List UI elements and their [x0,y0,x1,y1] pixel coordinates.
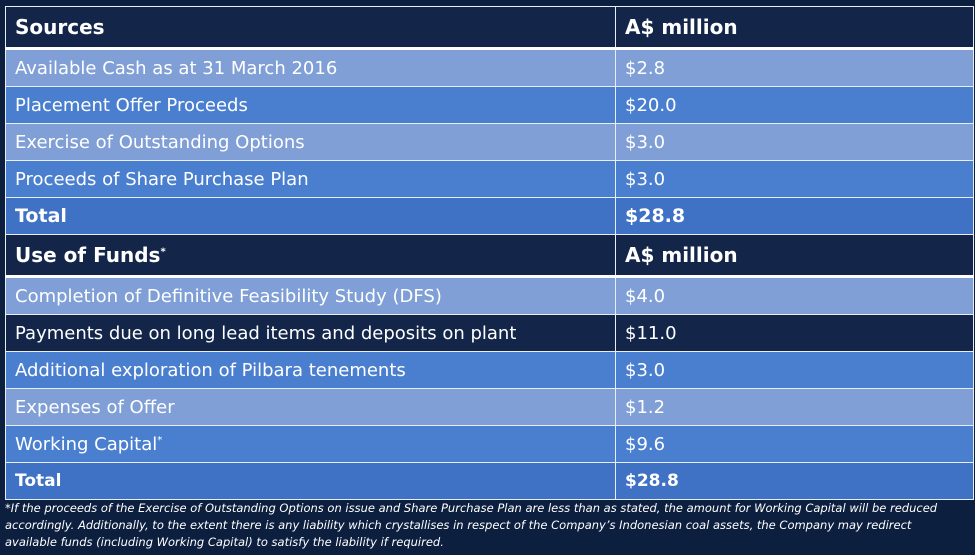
row-label: Available Cash as at 31 March 2016 [6,49,616,87]
footnote-marker: * [157,434,163,446]
row-value: $3.0 [616,352,974,389]
sources-total-row [6,198,974,235]
row-label: Exercise of Outstanding Options [6,124,616,161]
use-of-funds-header-label [6,235,616,277]
table-row [6,277,974,315]
sources-header-row [6,7,974,49]
row-value: $1.2 [616,389,974,426]
row-value: $11.0 [616,315,974,352]
table-row [6,426,974,463]
sources-total-label: Total [6,198,616,235]
row-value: $2.8 [616,49,974,87]
row-label: Expenses of Offer [6,389,616,426]
use-of-funds-total-label: Total [6,463,616,500]
table-row [6,124,974,161]
sources-total-value: $28.8 [616,198,974,235]
use-of-funds-total-row [6,463,974,500]
sources-header-unit: A$ million [616,7,974,49]
row-label: Completion of Definitive Feasibility Study (DFS) [6,277,616,315]
row-label-text: Working Capital [15,433,158,455]
table-row [6,87,974,124]
sources-and-uses-table [5,6,974,500]
funds-table-frame [5,6,975,555]
use-of-funds-total-value: $28.8 [616,463,974,500]
row-value: $4.0 [616,277,974,315]
row-label: Additional exploration of Pilbara tenements [6,352,616,389]
table-row [6,161,974,198]
table-row [6,315,974,352]
row-label: Proceeds of Share Purchase Plan [6,161,616,198]
row-label: Payments due on long lead items and deposits on plant [6,315,616,352]
use-of-funds-header-unit: A$ million [616,235,974,277]
table-row [6,352,974,389]
use-of-funds-header-text: Use of Funds [15,243,161,267]
table-row [6,389,974,426]
row-value: $3.0 [616,124,974,161]
row-value: $3.0 [616,161,974,198]
table-row [6,49,974,87]
row-value: $20.0 [616,87,974,124]
row-value: $9.6 [616,426,974,463]
row-label: Placement Offer Proceeds [6,87,616,124]
sources-header-label: Sources [6,7,616,49]
row-label [6,426,616,463]
footnote-marker: * [160,246,166,258]
footnote: *If the proceeds of the Exercise of Outstanding Options on issue and Share Purchase Plan are less than as stated, the amount for Working Capital will be reduced accordingly. Additionally, to the extent there is any liability which crystallises in respect of the Company’s Indonesian coal assets, the Company may redirect available funds (including Working Capital) to satisfy the liability if required. [5,501,938,549]
use-of-funds-header-row [6,235,974,277]
